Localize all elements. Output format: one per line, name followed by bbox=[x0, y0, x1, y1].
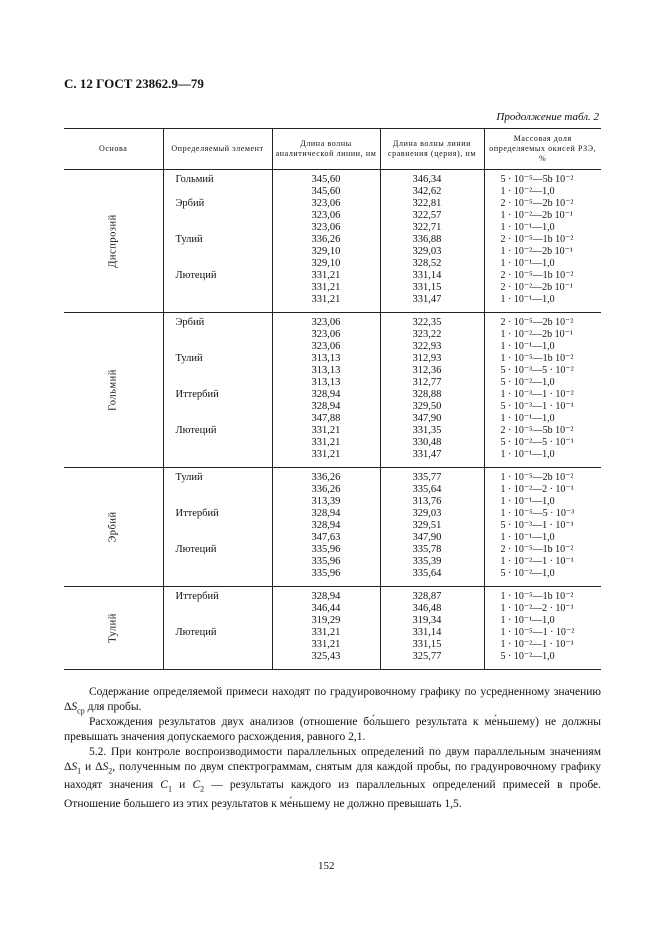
comparison-wavelength: 331,15 bbox=[412, 282, 442, 293]
column-header-basis: Основа bbox=[64, 129, 163, 170]
column-header-comparison-wavelength: Длина волны линии сравнения (церия), нм bbox=[380, 129, 484, 170]
comparison-wavelength: 331,47 bbox=[412, 449, 442, 460]
column-header-element: Определяемый элемент bbox=[163, 129, 272, 170]
mass-fraction-range: 5 · 10⁻³—1 · 10⁻¹ bbox=[500, 401, 574, 412]
mass-fraction-range: 1 · 10⁻²—2 · 10⁻¹ bbox=[500, 603, 574, 614]
mass-fraction-range: 2 · 10⁻⁵—2b 10⁻² bbox=[500, 198, 574, 209]
mass-fraction-range-cell bbox=[484, 587, 601, 670]
mass-fraction-range: 1 · 10⁻¹—1,0 bbox=[500, 222, 555, 233]
element-name bbox=[164, 639, 272, 651]
basis-label: Тулий bbox=[107, 613, 119, 643]
element-name: Гольмий bbox=[175, 174, 214, 185]
element-name bbox=[164, 568, 272, 580]
comparison-wavelength: 325,77 bbox=[412, 651, 442, 662]
mass-fraction-range: 1 · 10⁻⁵—1b 10⁻² bbox=[500, 353, 574, 364]
analytic-wavelength: 335,96 bbox=[311, 568, 341, 579]
analytic-wavelength: 328,94 bbox=[311, 508, 341, 519]
element-name-cell bbox=[163, 313, 272, 468]
element-name bbox=[164, 496, 272, 508]
analytic-wavelength: 329,10 bbox=[311, 258, 341, 269]
mass-fraction-range: 2 · 10⁻⁵—5b 10⁻² bbox=[500, 425, 574, 436]
mass-fraction-range: 5 · 10⁻²—5 · 10⁻¹ bbox=[500, 437, 574, 448]
element-name: Лютеций bbox=[175, 425, 217, 436]
comparison-wavelength: 329,03 bbox=[412, 246, 442, 257]
comparison-wavelength: 330,48 bbox=[412, 437, 442, 448]
element-name bbox=[164, 377, 272, 389]
element-name bbox=[164, 520, 272, 532]
analytic-wavelength: 323,06 bbox=[311, 210, 341, 221]
analytic-wavelength: 328,94 bbox=[311, 520, 341, 531]
comparison-wavelength: 347,90 bbox=[412, 413, 442, 424]
basis-cell bbox=[64, 170, 163, 313]
mass-fraction-range: 1 · 10⁻²—2b 10⁻¹ bbox=[500, 329, 573, 340]
mass-fraction-range: 2 · 10⁻²—2b 10⁻¹ bbox=[500, 282, 573, 293]
element-name: Тулий bbox=[175, 234, 203, 245]
element-name bbox=[164, 532, 272, 544]
element-name bbox=[164, 329, 272, 341]
mass-fraction-range: 5 · 10⁻²—1,0 bbox=[500, 377, 555, 388]
analytic-wavelength: 328,94 bbox=[311, 389, 341, 400]
analytic-wavelength: 313,13 bbox=[311, 353, 341, 364]
comparison-wavelength: 322,57 bbox=[412, 210, 442, 221]
basis-label: Диспрозий bbox=[107, 214, 119, 268]
element-name bbox=[164, 186, 272, 198]
element-name bbox=[164, 282, 272, 294]
comparison-wavelength: 328,88 bbox=[412, 389, 442, 400]
page-header: С. 12 ГОСТ 23862.9—79 bbox=[64, 76, 204, 91]
comparison-wavelength: 322,71 bbox=[412, 222, 442, 233]
mass-fraction-range: 2 · 10⁻⁵—1b 10⁻² bbox=[500, 234, 574, 245]
analytic-wavelength: 323,06 bbox=[311, 329, 341, 340]
comparison-wavelength: 346,34 bbox=[412, 174, 442, 185]
mass-fraction-range: 1 · 10⁻⁵—1b 10⁻² bbox=[500, 591, 574, 602]
comparison-wavelength: 331,14 bbox=[412, 627, 442, 638]
element-name bbox=[164, 615, 272, 627]
element-name-cell bbox=[163, 170, 272, 313]
comparison-wavelength: 331,14 bbox=[412, 270, 442, 281]
mass-fraction-range: 5 · 10⁻³—1 · 10⁻¹ bbox=[500, 520, 574, 531]
analytic-wavelength: 331,21 bbox=[311, 270, 341, 281]
column-header-analytic-wavelength: Длина волны аналитической линии, нм bbox=[272, 129, 380, 170]
table-group-row bbox=[64, 313, 601, 468]
analytic-wavelength: 347,88 bbox=[311, 413, 341, 424]
element-name bbox=[164, 222, 272, 234]
analytic-wavelength: 336,26 bbox=[311, 472, 341, 483]
table-header-row bbox=[64, 129, 601, 170]
comparison-wavelength: 322,93 bbox=[412, 341, 442, 352]
analytic-wavelength: 313,13 bbox=[311, 377, 341, 388]
element-name: Тулий bbox=[175, 472, 203, 483]
analytic-wavelength: 313,39 bbox=[311, 496, 341, 507]
mass-fraction-range: 1 · 10⁻²—1 · 10⁻¹ bbox=[500, 639, 574, 650]
analytic-wavelength: 347,63 bbox=[311, 532, 341, 543]
paragraph-5-2: 5.2. При контроле воспроизводимости параллельных определений по двум параллельным значениям $\Delta S_1$ и $\Delta S_2$, полученным по двум спектрограммам, снятым для каждой пробы, по градуировочному графику находят значения $C_1$ и $C_2$ — результаты каждого из параллельных определений примесей в пробе. Отношение большего из этих результатов к ме́ньшему не должно превышать 1,5. bbox=[64, 746, 602, 810]
comparison-wavelength: 331,15 bbox=[412, 639, 442, 650]
analytic-wavelength-cell bbox=[272, 468, 380, 587]
table-group-row bbox=[64, 170, 601, 313]
comparison-wavelength: 347,90 bbox=[412, 532, 442, 543]
analytic-wavelength: 331,21 bbox=[311, 627, 341, 638]
comparison-wavelength: 335,64 bbox=[412, 484, 442, 495]
comparison-wavelength: 312,93 bbox=[412, 353, 442, 364]
comparison-wavelength: 322,81 bbox=[412, 198, 442, 209]
basis-cell bbox=[64, 587, 163, 670]
comparison-wavelength: 346,48 bbox=[412, 603, 442, 614]
mass-fraction-range: 2 · 10⁻⁵—1b 10⁻² bbox=[500, 544, 574, 555]
mass-fraction-range-cell bbox=[484, 468, 601, 587]
element-name: Эрбий bbox=[175, 317, 205, 328]
comparison-wavelength: 329,51 bbox=[412, 520, 442, 531]
comparison-wavelength-cell bbox=[380, 170, 484, 313]
mass-fraction-range: 1 · 10⁻⁵—1 · 10⁻² bbox=[500, 627, 575, 638]
element-name: Тулий bbox=[175, 353, 203, 364]
mass-fraction-range: 1 · 10⁻²—2 · 10⁻¹ bbox=[500, 484, 574, 495]
comparison-wavelength: 331,35 bbox=[412, 425, 442, 436]
analytic-wavelength: 345,60 bbox=[311, 186, 341, 197]
analytic-wavelength: 319,29 bbox=[311, 615, 341, 626]
comparison-wavelength: 312,77 bbox=[412, 377, 442, 388]
mass-fraction-range: 1 · 10⁻²—2b 10⁻¹ bbox=[500, 210, 573, 221]
table-continuation-label: Продолжение табл. 2 bbox=[496, 111, 599, 123]
comparison-wavelength: 335,77 bbox=[412, 472, 442, 483]
element-name-cell bbox=[163, 587, 272, 670]
comparison-wavelength: 328,52 bbox=[412, 258, 442, 269]
analytic-wavelength-cell bbox=[272, 587, 380, 670]
mass-fraction-range: 1 · 10⁻⁵—2b 10⁻² bbox=[500, 472, 574, 483]
analytic-wavelength: 331,21 bbox=[311, 282, 341, 293]
element-name: Иттербий bbox=[175, 508, 219, 519]
mass-fraction-range-cell bbox=[484, 170, 601, 313]
mass-fraction-range: 1 · 10⁻³—1 · 10⁻² bbox=[500, 389, 574, 400]
mass-fraction-range: 1 · 10⁻²—1 · 10⁻¹ bbox=[500, 556, 574, 567]
analytic-wavelength: 336,26 bbox=[311, 234, 341, 245]
analytic-wavelength-cell bbox=[272, 313, 380, 468]
element-name bbox=[164, 401, 272, 413]
analytic-wavelength: 331,21 bbox=[311, 425, 341, 436]
comparison-wavelength: 335,39 bbox=[412, 556, 442, 567]
analytic-wavelength: 331,21 bbox=[311, 639, 341, 650]
mass-fraction-range: 1 · 10⁻¹—1,0 bbox=[500, 532, 555, 543]
comparison-wavelength: 329,50 bbox=[412, 401, 442, 412]
element-name bbox=[164, 484, 272, 496]
mass-fraction-range: 1 · 10⁻¹—1,0 bbox=[500, 615, 555, 626]
element-name bbox=[164, 603, 272, 615]
table-group-row bbox=[64, 468, 601, 587]
mass-fraction-range: 1 · 10⁻¹—1,0 bbox=[500, 258, 555, 269]
mass-fraction-range: 1 · 10⁻¹—1,0 bbox=[500, 294, 555, 305]
element-name bbox=[164, 365, 272, 377]
element-name: Лютеций bbox=[175, 270, 217, 281]
element-name bbox=[164, 437, 272, 449]
comparison-wavelength: 313,76 bbox=[412, 496, 442, 507]
analytic-wavelength: 325,43 bbox=[311, 651, 341, 662]
mass-fraction-range: 5 · 10⁻²—1,0 bbox=[500, 568, 555, 579]
element-name bbox=[164, 210, 272, 222]
comparison-wavelength-cell bbox=[380, 587, 484, 670]
analytic-wavelength: 329,10 bbox=[311, 246, 341, 257]
table-group-row bbox=[64, 587, 601, 670]
mass-fraction-range: 1 · 10⁻¹—1,0 bbox=[500, 496, 555, 507]
element-name: Эрбий bbox=[175, 198, 205, 209]
comparison-wavelength: 329,03 bbox=[412, 508, 442, 519]
analytic-wavelength: 335,96 bbox=[311, 556, 341, 567]
comparison-wavelength: 335,64 bbox=[412, 568, 442, 579]
data-table bbox=[64, 128, 601, 670]
analytic-wavelength: 346,44 bbox=[311, 603, 341, 614]
comparison-wavelength: 335,78 bbox=[412, 544, 442, 555]
analytic-wavelength: 331,21 bbox=[311, 449, 341, 460]
element-name bbox=[164, 449, 272, 461]
element-name bbox=[164, 651, 272, 663]
basis-cell bbox=[64, 468, 163, 587]
element-name bbox=[164, 556, 272, 568]
column-header-mass-fraction: Массовая доля определяемых окисей РЗЭ, % bbox=[484, 129, 601, 170]
mass-fraction-range: 2 · 10⁻⁵—2b 10⁻² bbox=[500, 317, 574, 328]
element-name bbox=[164, 246, 272, 258]
basis-cell bbox=[64, 313, 163, 468]
mass-fraction-range: 1 · 10⁻¹—1,0 bbox=[500, 449, 555, 460]
paragraph-discrepancy: Расхождения результатов двух анализов (отношение бо́льшего результата к ме́ньшему) не должны превышать значения допускаемого расхождения, равного 2,1. bbox=[64, 716, 601, 743]
comparison-wavelength: 312,36 bbox=[412, 365, 442, 376]
element-name: Лютеций bbox=[175, 544, 217, 555]
basis-label: Эрбий bbox=[107, 511, 119, 543]
element-name: Лютеций bbox=[175, 627, 217, 638]
analytic-wavelength: 323,06 bbox=[311, 222, 341, 233]
analytic-wavelength: 323,06 bbox=[311, 341, 341, 352]
element-name bbox=[164, 258, 272, 270]
comparison-wavelength-cell bbox=[380, 468, 484, 587]
mass-fraction-range: 1 · 10⁻²—1,0 bbox=[500, 186, 555, 197]
mass-fraction-range: 5 · 10⁻⁵—5b 10⁻² bbox=[500, 174, 574, 185]
analytic-wavelength: 335,96 bbox=[311, 544, 341, 555]
analytic-wavelength: 323,06 bbox=[311, 198, 341, 209]
analytic-wavelength: 331,21 bbox=[311, 294, 341, 305]
comparison-wavelength: 319,34 bbox=[412, 615, 442, 626]
mass-fraction-range: 1 · 10⁻⁵—5 · 10⁻³ bbox=[500, 508, 575, 519]
page-number: 152 bbox=[318, 860, 335, 872]
comparison-wavelength: 342,62 bbox=[412, 186, 442, 197]
analytic-wavelength: 328,94 bbox=[311, 401, 341, 412]
analytic-wavelength: 336,26 bbox=[311, 484, 341, 495]
element-name bbox=[164, 413, 272, 425]
element-name-cell bbox=[163, 468, 272, 587]
mass-fraction-range: 2 · 10⁻⁵—1b 10⁻² bbox=[500, 270, 574, 281]
analytic-wavelength: 331,21 bbox=[311, 437, 341, 448]
analytic-wavelength: 323,06 bbox=[311, 317, 341, 328]
analytic-wavelength: 328,94 bbox=[311, 591, 341, 602]
element-name bbox=[164, 341, 272, 353]
basis-label: Гольмий bbox=[107, 369, 119, 411]
analytic-wavelength-cell bbox=[272, 170, 380, 313]
comparison-wavelength: 328,87 bbox=[412, 591, 442, 602]
mass-fraction-range: 1 · 10⁻¹—1,0 bbox=[500, 413, 555, 424]
comparison-wavelength: 322,35 bbox=[412, 317, 442, 328]
comparison-wavelength-cell bbox=[380, 313, 484, 468]
analytic-wavelength: 345,60 bbox=[311, 174, 341, 185]
element-name bbox=[164, 294, 272, 306]
mass-fraction-range: 5 · 10⁻²—1,0 bbox=[500, 651, 555, 662]
element-name: Иттербий bbox=[175, 389, 219, 400]
comparison-wavelength: 336,88 bbox=[412, 234, 442, 245]
comparison-wavelength: 323,22 bbox=[412, 329, 442, 340]
comparison-wavelength: 331,47 bbox=[412, 294, 442, 305]
mass-fraction-range-cell bbox=[484, 313, 601, 468]
analytic-wavelength: 313,13 bbox=[311, 365, 341, 376]
mass-fraction-range: 1 · 10⁻¹—1,0 bbox=[500, 341, 555, 352]
mass-fraction-range: 1 · 10⁻²—2b 10⁻¹ bbox=[500, 246, 573, 257]
mass-fraction-range: 5 · 10⁻³—5 · 10⁻² bbox=[500, 365, 574, 376]
paragraph-average-content: Содержание определяемой примеси находят по градуировочному графику по усредненному значению $\Delta S_{ср}$ для пробы. bbox=[64, 686, 601, 716]
element-name: Иттербий bbox=[175, 591, 219, 602]
